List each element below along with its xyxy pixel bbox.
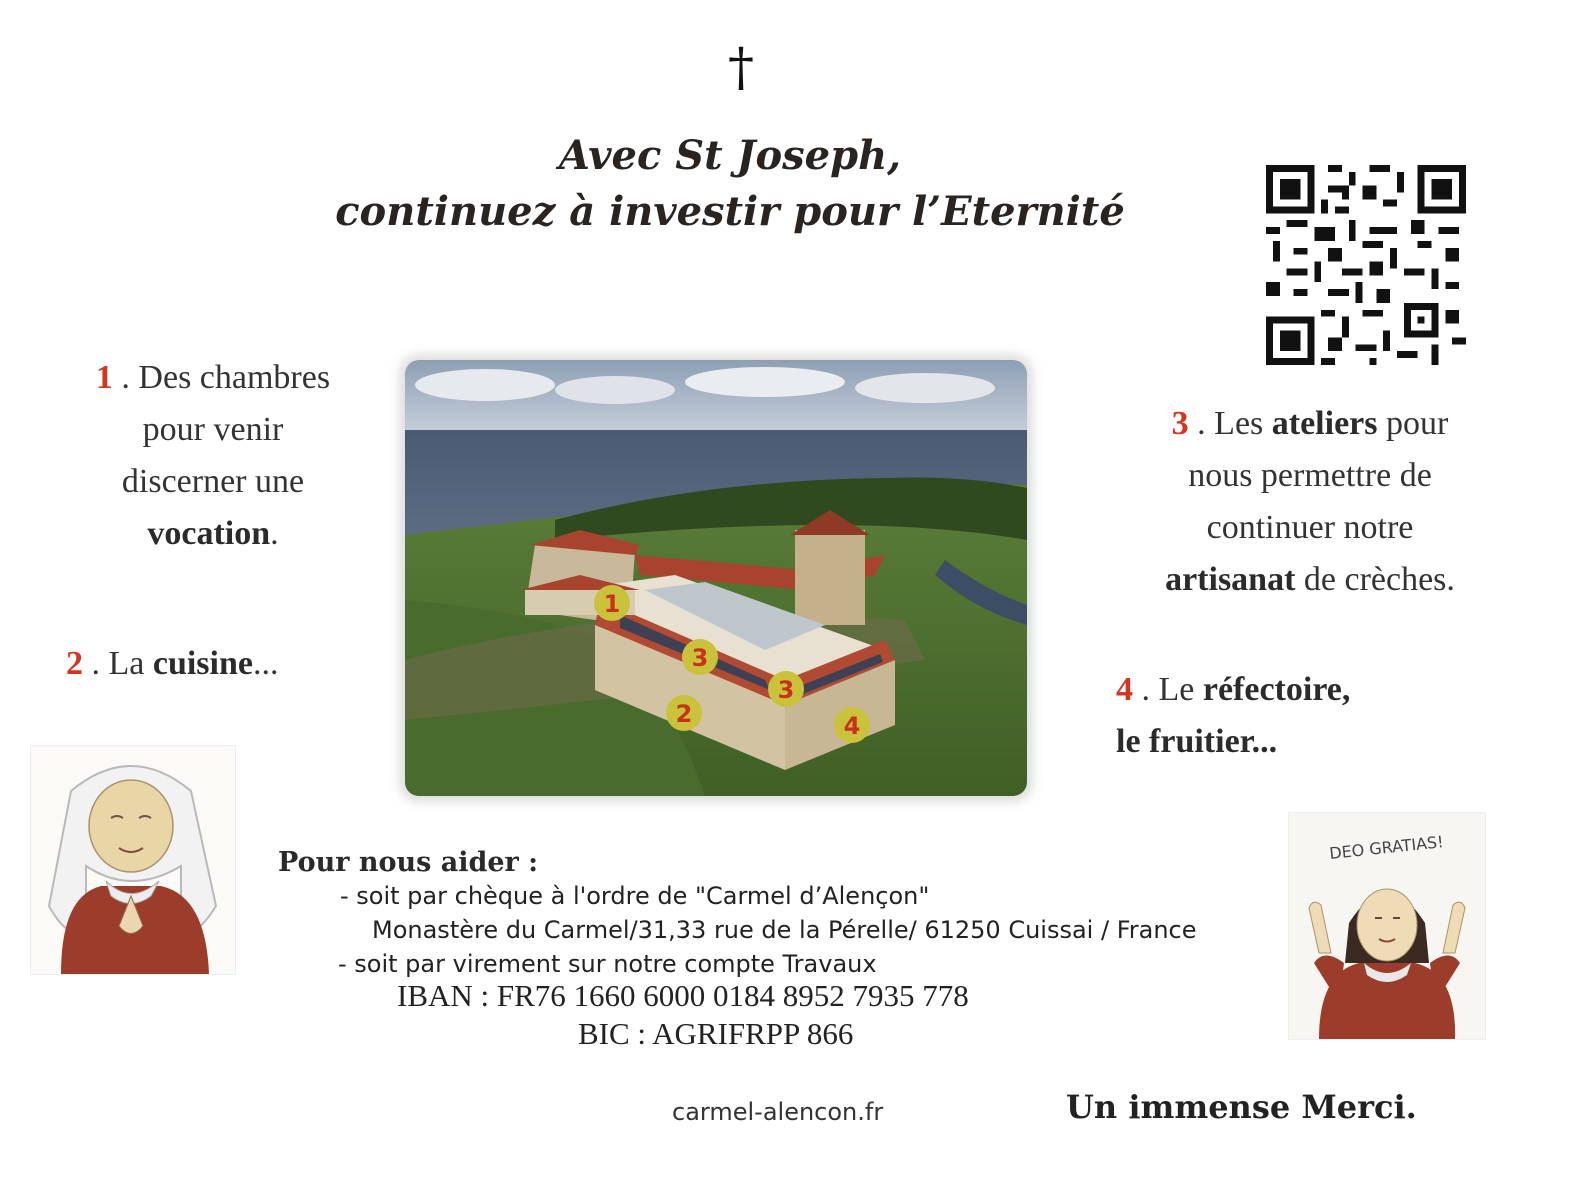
deo-gratias-banner: DEO GRATIAS! (1328, 832, 1445, 863)
marker-2 (665, 694, 703, 736)
marker-3a (681, 638, 719, 680)
iban: IBAN : FR76 1660 6000 0184 8952 7935 778 (397, 978, 969, 1013)
item-1-line-1: Des chambres (138, 359, 331, 396)
marker-3a-label: 3 (691, 644, 709, 672)
item-4 (1116, 664, 1350, 768)
website-link[interactable]: carmel-alencon.fr (672, 1098, 884, 1126)
item-1 (58, 352, 368, 560)
marker-1 (593, 584, 631, 626)
item-1-line-3: discerner une (121, 463, 305, 500)
item-3-bold-1: ateliers (1271, 405, 1378, 442)
item-2-bold: cuisine (152, 645, 253, 682)
item-4-line-2: le fruitier... (1116, 723, 1278, 760)
marker-4 (833, 706, 871, 748)
title-line-2: continuez à investir pour l’Eternité (335, 188, 1125, 235)
help-title: Pour nous aider : (278, 847, 539, 878)
item-1-line-2: pour venir (142, 411, 284, 448)
help-line-cheque: - soit par chèque à l'ordre de "Carmel d’Alençon" (340, 882, 930, 910)
item-3 (1118, 398, 1502, 606)
item-3-number: 3 (1171, 405, 1189, 442)
item-3-sep: . Les (1188, 405, 1272, 442)
marker-3b (767, 670, 805, 712)
bic: BIC : AGRIFRPP 866 (578, 1016, 854, 1051)
marker-3b-label: 3 (777, 676, 795, 704)
item-3-line-2: nous permettre de (1188, 457, 1432, 494)
item-3-line-4-end: de crèches. (1295, 561, 1455, 598)
qr-code (1266, 165, 1466, 365)
item-3-line-3: continuer notre (1206, 509, 1414, 546)
item-2-end: ... (252, 645, 279, 682)
item-1-bold: vocation (147, 515, 271, 552)
item-3-line-1-end: pour (1377, 405, 1449, 442)
praying-nun-illustration (30, 745, 236, 975)
item-2-number: 2 (66, 645, 83, 682)
item-1-number: 1 (95, 359, 113, 396)
title-line-1: Avec St Joseph, (558, 132, 902, 179)
monastery-aerial-image (405, 360, 1027, 796)
item-3-bold-2: artisanat (1165, 561, 1296, 598)
item-2-sep: . La (83, 645, 153, 682)
help-line-transfer: - soit par virement sur notre compte Travaux (338, 950, 877, 978)
item-4-bold-1: réfectoire, (1202, 671, 1351, 708)
marker-4-label: 4 (843, 712, 861, 740)
item-1-sep: . (112, 359, 139, 396)
marker-1-label: 1 (603, 590, 621, 618)
thanks-message: Un immense Merci. (1066, 1088, 1417, 1126)
item-2 (66, 638, 278, 690)
item-4-sep: . Le (1133, 671, 1203, 708)
marker-2-label: 2 (675, 700, 693, 728)
deo-gratias-nun-illustration (1288, 812, 1486, 1040)
help-line-address: Monastère du Carmel/31,33 rue de la Pérelle/ 61250 Cuissai / France (372, 916, 1197, 944)
item-1-end: . (270, 515, 279, 552)
item-4-number: 4 (1116, 671, 1133, 708)
cross-symbol: † (728, 38, 754, 98)
